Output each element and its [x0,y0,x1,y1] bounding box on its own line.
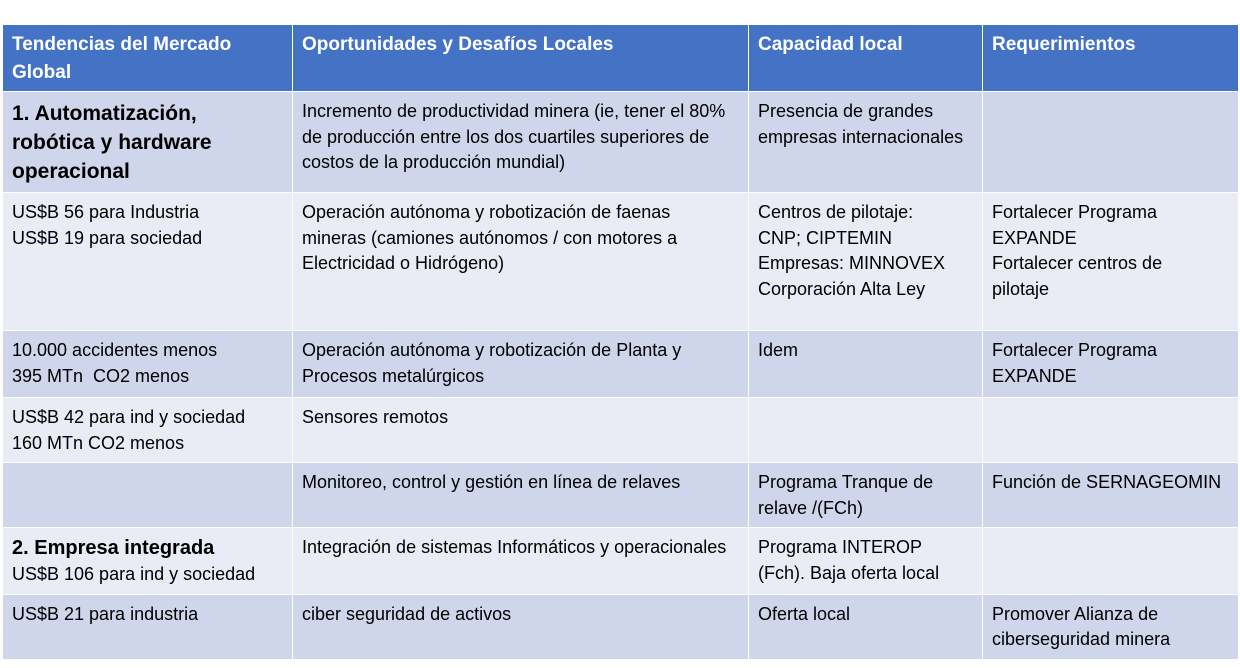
cell-requirement: Función de SERNAGEOMIN [983,463,1239,528]
market-trends-table [2,24,1239,660]
table-row [3,193,1239,331]
trend-line: US$B 56 para Industria [12,202,200,222]
cell-trend [3,528,293,595]
trend-heading: 1. Automatización, robótica y hardware operacional [12,102,212,183]
trend-line: US$B 106 para ind y sociedad [12,564,256,584]
header-local-capacity: Capacidad local [749,25,983,92]
cell-requirement [983,92,1239,193]
requirement-line: Fortalecer Programa [992,340,1158,360]
table-row [3,528,1239,595]
cell-trend [3,193,293,331]
capacity-line: CNP; CIPTEMIN [758,227,893,248]
capacity-line: Corporación Alta Ley [758,278,926,299]
cell-opportunity: ciber seguridad de activos [293,594,749,659]
requirement-line: EXPANDE [992,365,1077,386]
cell-opportunity: Incremento de productividad minera (ie, tener el 80% de producción entre los dos cuartiles superiores de costos de la producción mundial) [293,92,749,193]
cell-capacity: Programa INTEROP (Fch). Baja oferta local [749,528,983,595]
trend-line: US$B 42 para ind y sociedad [12,407,246,427]
cell-opportunity: Integración de sistemas Informáticos y operacionales [293,528,749,595]
trend-line: 160 MTn CO2 menos [12,432,185,453]
trend-line: 395 MTn CO2 menos [12,365,190,386]
requirement-line: Fortalecer Programa [992,202,1158,222]
cell-opportunity: Monitoreo, control y gestión en línea de relaves [293,463,749,528]
cell-trend [3,398,293,463]
trend-heading: 2. Empresa integrada [12,537,215,559]
cell-requirement: Promover Alianza de ciberseguridad minera [983,594,1239,659]
capacity-line: Empresas: MINNOVEX [758,253,946,273]
capacity-line: Centros de pilotaje: [758,202,914,222]
cell-capacity: Programa Tranque de relave /(FCh) [749,463,983,528]
cell-trend [3,92,293,193]
table-row [3,398,1239,463]
table-row [3,331,1239,398]
cell-requirement [983,398,1239,463]
requirement-line: pilotaje [992,278,1050,299]
trend-line: US$B 19 para sociedad [12,227,203,248]
cell-trend [3,331,293,398]
cell-opportunity: Operación autónoma y robotización de faenas mineras (camiones autónomos / con motores a Electricidad o Hidrógeno) [293,193,749,331]
requirement-line: EXPANDE [992,227,1077,248]
cell-capacity [749,398,983,463]
cell-requirement [983,193,1239,331]
table-header-row [3,25,1239,92]
cell-trend: US$B 21 para industria [3,594,293,659]
requirement-line: Fortalecer centros de [992,253,1163,273]
header-requirements: Requerimientos [983,25,1239,92]
header-local-opportunities: Oportunidades y Desafíos Locales [293,25,749,92]
table-row [3,92,1239,193]
cell-requirement [983,528,1239,595]
cell-capacity: Presencia de grandes empresas internacionales [749,92,983,193]
cell-opportunity: Sensores remotos [293,398,749,463]
market-trends-table-container [2,24,1238,660]
trend-line: 10.000 accidentes menos [12,340,218,360]
cell-requirement [983,331,1239,398]
table-row [3,463,1239,528]
table-row [3,594,1239,659]
cell-capacity [749,193,983,331]
cell-capacity: Oferta local [749,594,983,659]
cell-opportunity: Operación autónoma y robotización de Planta y Procesos metalúrgicos [293,331,749,398]
header-global-trends: Tendencias del Mercado Global [3,25,293,92]
cell-capacity: Idem [749,331,983,398]
cell-trend [3,463,293,528]
